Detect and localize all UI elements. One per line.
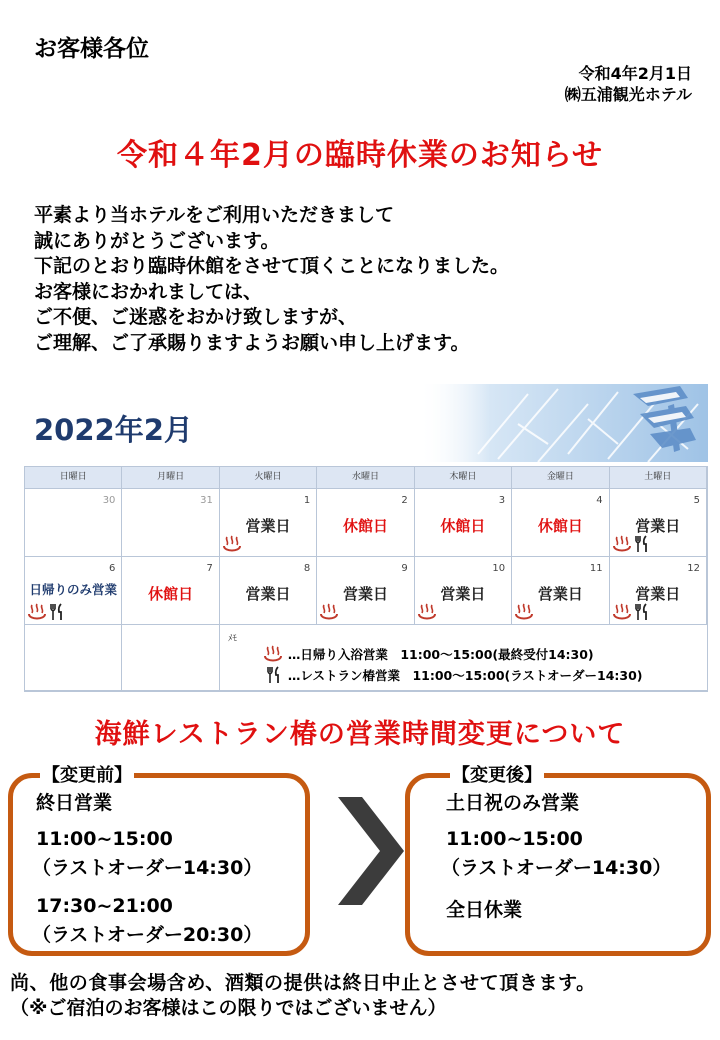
hot-spring-icon	[613, 603, 631, 621]
body-line: ご理解、ご了承賜りますようお願い申し上げます。	[34, 331, 470, 354]
day-status: 日帰りのみ営業	[29, 582, 117, 597]
day-status: 休館日	[148, 585, 194, 603]
memo-empty-cell	[25, 625, 122, 691]
calendar-grid	[24, 466, 708, 692]
day-status: 営業日	[245, 585, 291, 603]
before-line-3: （ラストオーダー14:30）	[32, 857, 263, 879]
calendar-day-cell	[122, 489, 219, 557]
day-status: 休館日	[440, 517, 486, 535]
before-line-4: 17:30~21:00	[36, 895, 173, 917]
winter-banner-image	[418, 384, 708, 462]
day-number: 4	[596, 495, 603, 506]
calendar-day-cell	[25, 489, 122, 557]
calendar-day-cell	[415, 489, 512, 557]
calendar-day-cell	[512, 489, 609, 557]
day-number: 31	[200, 495, 213, 506]
day-number: 2	[401, 495, 408, 506]
calendar-day-cell	[220, 489, 317, 557]
restaurant-icon	[634, 603, 650, 621]
day-icons	[613, 535, 650, 553]
day-number: 9	[401, 563, 408, 574]
calendar-day-cell	[25, 557, 122, 625]
day-number: 11	[589, 563, 603, 574]
calendar-day-cell	[610, 557, 707, 625]
calendar-day-cell	[512, 557, 609, 625]
memo-empty-cell	[122, 625, 219, 691]
memo-label: ﾒﾓ	[227, 634, 237, 644]
day-status: 休館日	[342, 517, 388, 535]
day-number: 7	[206, 563, 213, 574]
restaurant-icon	[266, 666, 282, 684]
calendar-day-cell	[415, 557, 512, 625]
memo-cell	[220, 625, 707, 691]
day-number: 8	[303, 563, 311, 574]
weekday-header: 水曜日	[317, 467, 414, 489]
after-line-3: （ラストオーダー14:30）	[441, 857, 672, 879]
day-status: 営業日	[635, 585, 681, 603]
weekday-header: 月曜日	[122, 467, 219, 489]
day-number: 1	[303, 495, 311, 506]
calendar-day-cell	[122, 557, 219, 625]
calendar-day-cell	[317, 489, 414, 557]
calendar-day-cell	[610, 489, 707, 557]
day-number: 30	[102, 495, 116, 506]
memo-bath-text: …日帰り入浴営業 11:00～15:00(最終受付14:30)	[287, 647, 594, 662]
hot-spring-icon	[28, 603, 46, 621]
weekday-header: 木曜日	[415, 467, 512, 489]
hot-spring-icon	[613, 535, 631, 553]
calendar-day-cell	[317, 557, 414, 625]
restaurant-change-title: 海鮮レストラン椿の営業時間変更について	[94, 719, 626, 750]
body-line: お客様におかれましては、	[34, 280, 263, 303]
hot-spring-icon	[264, 645, 282, 663]
before-line-2: 11:00~15:00	[36, 828, 173, 850]
day-icons	[418, 603, 436, 621]
hot-spring-icon	[223, 535, 241, 553]
day-status: 営業日	[245, 517, 291, 535]
restaurant-icon	[634, 535, 650, 553]
footer-note: 尚、他の食事会場含め、酒類の提供は終日中止とさせて頂きます。	[10, 972, 596, 994]
weekday-header: 土曜日	[610, 467, 707, 489]
day-status: 営業日	[537, 585, 583, 603]
day-number: 10	[492, 563, 506, 574]
weekday-header: 金曜日	[512, 467, 609, 489]
arrow-right-icon	[338, 797, 404, 905]
footer-note-exception: （※ご宿泊のお客様はこの限りではございません）	[10, 997, 447, 1019]
notice-title: 令和４年2月の臨時休業のお知らせ	[117, 138, 603, 173]
after-line-2: 11:00~15:00	[446, 828, 583, 850]
memo-bath-line	[264, 645, 594, 663]
body-line: 誠にありがとうございます。	[34, 229, 280, 252]
day-status: 営業日	[440, 585, 486, 603]
body-line: 平素より当ホテルをご利用いただきまして	[34, 204, 395, 226]
body-line: 下記のとおり臨時休館をさせて頂くことになりました。	[34, 255, 510, 277]
before-line-5: （ラストオーダー20:30）	[32, 924, 263, 946]
greeting: お客様各位	[34, 36, 149, 62]
hot-spring-icon	[515, 603, 533, 621]
company-name: ㈱五浦観光ホテル	[564, 85, 692, 104]
day-icons	[515, 603, 533, 621]
day-status: 営業日	[342, 585, 388, 603]
before-change-label: 【変更前】	[40, 761, 134, 787]
body-line: ご不便、ご迷惑をおかけ致しますが、	[34, 306, 358, 328]
weekday-header: 火曜日	[220, 467, 317, 489]
day-icons	[613, 603, 650, 621]
day-number: 5	[693, 495, 700, 506]
after-change-label: 【変更後】	[450, 761, 544, 787]
day-number: 6	[109, 563, 116, 574]
day-status: 営業日	[635, 517, 681, 535]
after-line-4: 全日休業	[446, 899, 523, 921]
hot-spring-icon	[320, 603, 338, 621]
memo-restaurant-text: …レストラン椿営業 11:00～15:00(ラストオーダー14:30)	[287, 668, 643, 683]
restaurant-icon	[49, 603, 65, 621]
calendar-day-cell	[220, 557, 317, 625]
day-icons	[223, 535, 241, 553]
notice-body	[34, 203, 509, 356]
day-number: 12	[687, 563, 700, 574]
after-line-1: 土日祝のみ営業	[446, 792, 580, 814]
day-icons	[28, 603, 65, 621]
day-status: 休館日	[537, 517, 583, 535]
before-line-1: 終日営業	[36, 792, 113, 814]
hot-spring-icon	[418, 603, 436, 621]
day-number: 3	[498, 495, 506, 506]
notice-date: 令和4年2月1日	[578, 64, 692, 83]
day-icons	[320, 603, 338, 621]
weekday-header: 日曜日	[25, 467, 122, 489]
calendar-title: 2022年2月	[34, 413, 193, 447]
memo-restaurant-line	[266, 666, 643, 684]
